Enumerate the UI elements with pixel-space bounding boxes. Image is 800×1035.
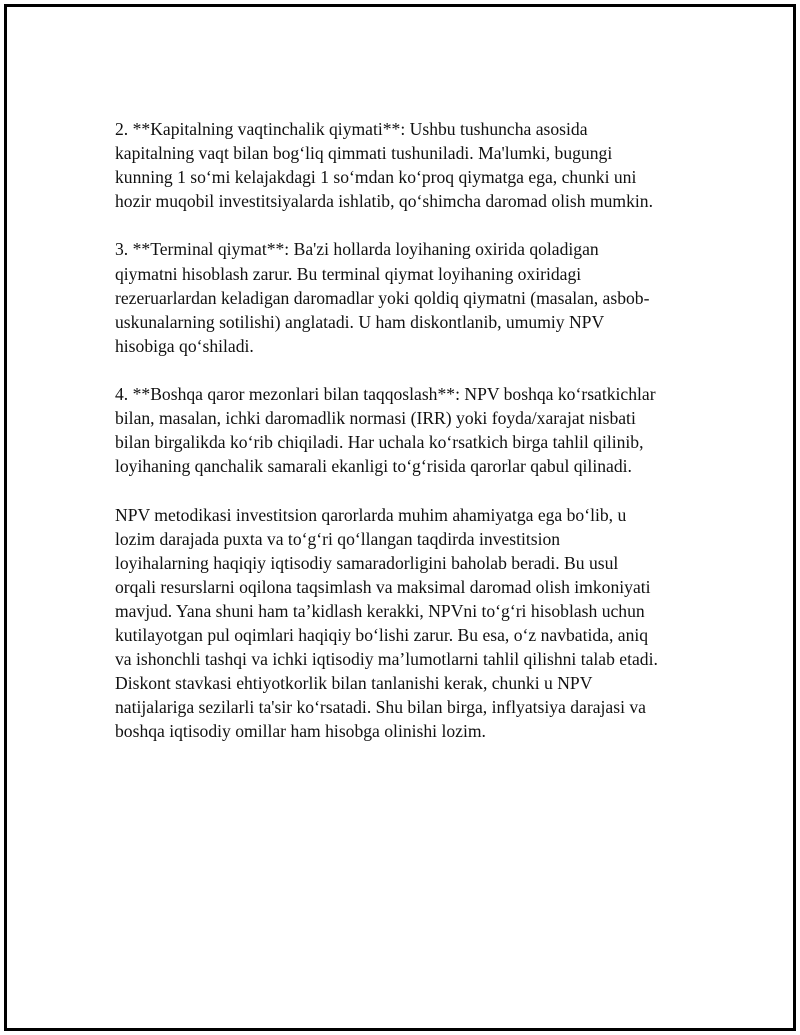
paragraph-terminal-value: 3. **Terminal qiymat**: Ba'zi hollarda loyihaning oxirida qoladigan qiymatni hisoblash zarur. Bu terminal qiymat loyihaning oxiridagi rezeruarlardan keladigan daromadlar yoki qoldiq qiymatni (masalan, asbob- uskunalarning sotilishi) anglatadi. U ham diskontlanib, umumiy NPV hisobiga qo‘shiladi. — [115, 239, 650, 356]
document-body — [115, 117, 680, 768]
paragraph-npv-conclusion: NPV metodikasi investitsion qarorlarda muhim ahamiyatga ega bo‘lib, u lozim darajada puxta va to‘g‘ri qo‘llangan taqdirda investitsion loyihalarning haqiqiy iqtisodiy samaradorligini baholab beradi. Bu usul orqali resurslarni oqilona taqsimlash va maksimal daromad olish imkoniyati mavjud. Yana shuni ham ta’kidlash kerakki, NPVni to‘g‘ri hisoblash uchun kutilayotgan pul oqimlari haqiqiy bo‘lishi zarur. Bu esa, o‘z navbatida, aniq va ishonchli tashqi va ichki iqtisodiy ma’lumotlarni tahlil qilishni talab etadi. Diskont stavkasi ehtiyotkorlik bilan tanlanishi kerak, chunki u NPV natijalariga sezilarli ta'sir ko‘rsatadi. Shu bilan birga, inflyatsiya darajasi va boshqa iqtisodiy omillar ham hisobga olinishi lozim. — [115, 504, 658, 742]
paragraph-decision-criteria: 4. **Boshqa qaror mezonlari bilan taqqoslash**: NPV boshqa ko‘rsatkichlar bilan, masalan, ichki daromadlik normasi (IRR) yoki foyda/xarajat nisbati bilan birgalikda ko‘rib chiqiladi. Har uchala ko‘rsatkich birga tahlil qilinib, loyihaning qanchalik samarali ekanligi to‘g‘risida qarorlar qabul qilinadi. — [115, 384, 656, 477]
paragraph-capital-time-value: 2. **Kapitalning vaqtinchalik qiymati**: Ushbu tushuncha asosida kapitalning vaqt bilan bog‘liq qimmati tushuniladi. Ma'lumki, bugungi kunning 1 so‘mi kelajakdagi 1 so‘mdan ko‘proq qiymatga ega, chunki uni hozir muqobil investitsiyalarda ishlatib, qo‘shimcha daromad olish mumkin. — [115, 119, 653, 212]
